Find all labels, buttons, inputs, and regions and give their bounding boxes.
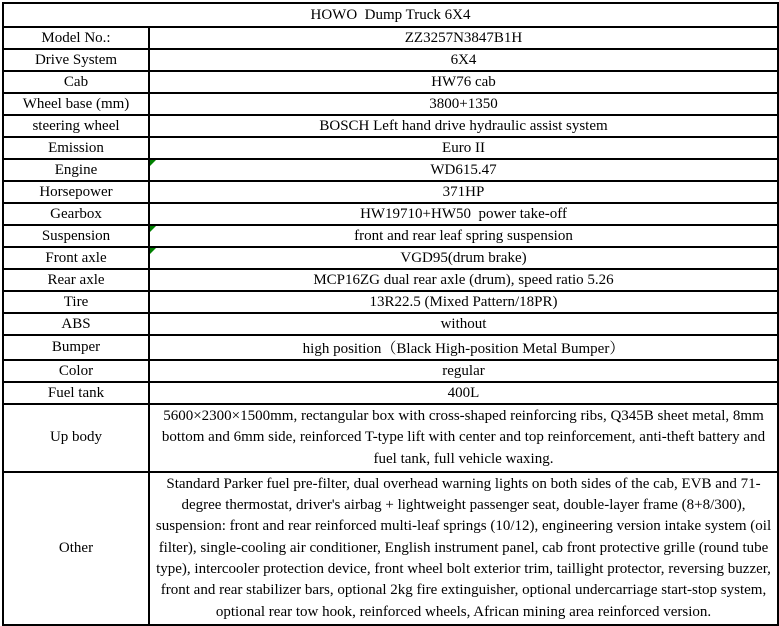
spec-value: WD615.47 bbox=[149, 159, 778, 181]
spec-value: HW19710+HW50 power take-off bbox=[149, 203, 778, 225]
spec-label: Cab bbox=[3, 71, 149, 93]
spec-row bbox=[3, 472, 778, 625]
spec-value: VGD95(drum brake) bbox=[149, 247, 778, 269]
spec-value: ZZ3257N3847B1H bbox=[149, 27, 778, 49]
spec-label: Engine bbox=[3, 159, 149, 181]
spec-label: Model No.: bbox=[3, 27, 149, 49]
spec-value: 6X4 bbox=[149, 49, 778, 71]
spec-label: Suspension bbox=[3, 225, 149, 247]
spec-row bbox=[3, 269, 778, 291]
spec-value: HW76 cab bbox=[149, 71, 778, 93]
spec-value: MCP16ZG dual rear axle (drum), speed ratio 5.26 bbox=[149, 269, 778, 291]
spec-label: Drive System bbox=[3, 49, 149, 71]
spec-row bbox=[3, 27, 778, 49]
spec-row bbox=[3, 404, 778, 472]
spec-label: Emission bbox=[3, 137, 149, 159]
spec-value: 3800+1350 bbox=[149, 93, 778, 115]
spec-value: Euro II bbox=[149, 137, 778, 159]
green-corner-triangle-icon bbox=[150, 226, 156, 232]
spec-row bbox=[3, 247, 778, 269]
spec-value: 371HP bbox=[149, 181, 778, 203]
spec-row bbox=[3, 137, 778, 159]
spec-row bbox=[3, 49, 778, 71]
spec-label: Wheel base (mm) bbox=[3, 93, 149, 115]
spec-value: without bbox=[149, 313, 778, 335]
spec-row bbox=[3, 382, 778, 404]
spec-value: BOSCH Left hand drive hydraulic assist system bbox=[149, 115, 778, 137]
spec-label: Color bbox=[3, 360, 149, 382]
spec-label: Front axle bbox=[3, 247, 149, 269]
spec-value: 400L bbox=[149, 382, 778, 404]
spec-row bbox=[3, 159, 778, 181]
spec-value: front and rear leaf spring suspension bbox=[149, 225, 778, 247]
table-title: HOWO Dump Truck 6X4 bbox=[3, 3, 778, 27]
spec-label: Tire bbox=[3, 291, 149, 313]
spec-row bbox=[3, 335, 778, 360]
spec-row bbox=[3, 360, 778, 382]
spec-row bbox=[3, 291, 778, 313]
spec-row bbox=[3, 115, 778, 137]
spec-table bbox=[2, 2, 779, 626]
spec-value: high position（Black High-position Metal Bumper） bbox=[149, 335, 778, 360]
spec-row bbox=[3, 313, 778, 335]
spec-row bbox=[3, 203, 778, 225]
green-corner-triangle-icon bbox=[150, 248, 156, 254]
spec-label: Other bbox=[3, 472, 149, 625]
spec-label: Up body bbox=[3, 404, 149, 472]
spec-label: Gearbox bbox=[3, 203, 149, 225]
spec-row bbox=[3, 225, 778, 247]
spec-value: 13R22.5 (Mixed Pattern/18PR) bbox=[149, 291, 778, 313]
spec-label: Fuel tank bbox=[3, 382, 149, 404]
spec-row bbox=[3, 181, 778, 203]
spec-table-body bbox=[3, 3, 778, 625]
spec-label: steering wheel bbox=[3, 115, 149, 137]
spec-row bbox=[3, 93, 778, 115]
spec-label: Rear axle bbox=[3, 269, 149, 291]
spec-label: ABS bbox=[3, 313, 149, 335]
spec-label: Bumper bbox=[3, 335, 149, 360]
spec-value: regular bbox=[149, 360, 778, 382]
spec-label: Horsepower bbox=[3, 181, 149, 203]
green-corner-triangle-icon bbox=[150, 160, 156, 166]
spec-table-header-row bbox=[3, 3, 778, 27]
spec-row bbox=[3, 71, 778, 93]
spec-value: Standard Parker fuel pre-filter, dual overhead warning lights on both sides of the cab, EVB and 71-degree thermostat, driver's airbag + lightweight passenger seat, double-layer frame (8+8/300), suspension: front and rear reinforced multi-leaf springs (10/12), engineering version intake system (oil filter), single-cooling air conditioner, English instrument panel, cab front protective grille (round tube type), intercooler protection device, front wheel bolt exterior trim, taillight protector, reversing buzzer, front and rear stabilizer bars, optional 2kg fire extinguisher, optional undercarriage start-stop system, optional rear tow hook, reinforced wheels, African mining area reinforced version. bbox=[149, 472, 778, 625]
spec-value: 5600×2300×1500mm, rectangular box with cross-shaped reinforcing ribs, Q345B sheet metal, 8mm bottom and 6mm side, reinforced T-type lift with center and top reinforcement, anti-theft battery and fuel tank, full vehicle waxing. bbox=[149, 404, 778, 472]
